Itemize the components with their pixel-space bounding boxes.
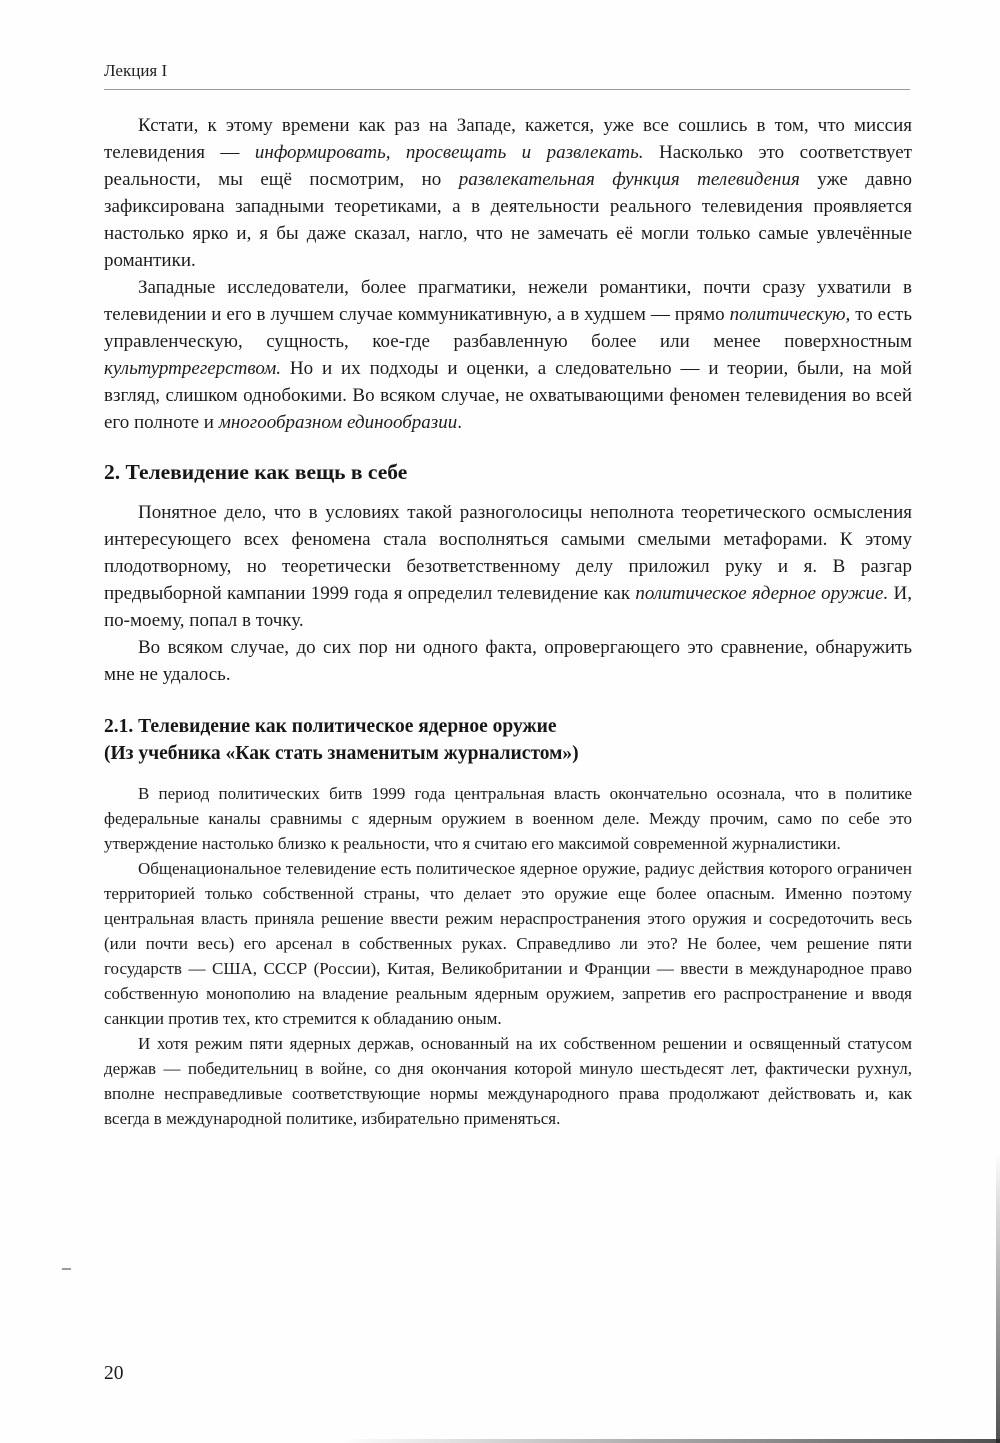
italic-text-run: культуртрегерством. (104, 358, 281, 379)
italic-text-run: политическое ядерное оружие. (635, 583, 889, 604)
section-heading: 2. Телевидение как вещь в себе (104, 460, 408, 484)
text-run: И, по-моему, попал в точку. (104, 583, 912, 631)
paragraph (104, 274, 912, 436)
text-run: Насколько это соответствует реальности, мы ещё посмотрим, но (104, 142, 912, 190)
header-rule (104, 89, 910, 90)
running-header (104, 60, 910, 90)
scan-edge-right (996, 1153, 1000, 1443)
text-run: . (457, 412, 462, 433)
italic-text-run: развлекательная функция телевидения (458, 169, 800, 190)
text-run: Общенациональное телевидение есть политическое ядерное оружие, радиус действия которого ограничен территорией только собственной страны, что делает это оружие еще более опасным. Именно поэтому центральная власть приняла решение ввести режим нераспространения этого оружия и сосредоточить весь (или почти весь) его арсенал в собственных руках. Справедливо ли это? Не более, чем решение пяти государств — США, СССР (России), Китая, Великобритании и Франции — ввести в международное право собственную монополию на владение реальным ядерным оружием, запретив его распространение и вводя санкции против тех, кто стремится к обладанию оным. (104, 859, 912, 1028)
paragraph (104, 499, 912, 634)
section-heading: 2.1. Телевидение как политическое ядерное оружие (Из учебника «Как стать знаменитым журналистом») (104, 716, 579, 764)
paragraph (104, 1031, 912, 1131)
paragraph (104, 856, 912, 1031)
text-run: Понятное дело, что в условиях такой разноголосицы неполнота теоретического осмысления интересующего всех феномена стала восполняться самыми смелыми метафорами. К этому плодотворному, но теоретически безответственному делу приложил руку и я. В разгар предвыборной кампании 1999 года я определил телевидение как (104, 502, 912, 604)
paragraph (104, 112, 912, 274)
paragraph (104, 781, 912, 856)
page-number: 20 (104, 1363, 124, 1384)
text-run: уже давно зафиксирована западными теоретиками, а в деятельности реального телевидения проявляется настолько ярко и, я бы даже сказал, нагло, что не замечать её могли только самые увлечённые романтики. (104, 169, 912, 271)
paragraph (104, 634, 912, 688)
text-run: И хотя режим пяти ядерных держав, основанный на их собственном решении и освященный статусом держав — победительниц в войне, со дня окончания которой минуло шестьдесят лет, фактически рухнул, вполне несправедливые соответствующие нормы международного права продолжают действовать и, как всегда в международной политике, избирательно применяться. (104, 1034, 912, 1128)
text-run: В период политических битв 1999 года центральная власть окончательно осознала, что в политике федеральные каналы сравнимы с ядерным оружием в военном деле. Между прочим, само по себе это утверждение настолько близко к реальности, что я считаю его максимой современной журналистики. (104, 784, 912, 853)
text-run: Кстати, к этому времени как раз на Западе, кажется, уже все сошлись в том, что миссия телевидения — (104, 115, 912, 163)
italic-text-run: информировать, просвещать и развлекать. (254, 142, 644, 163)
italic-text-run: политическую, (729, 304, 851, 325)
text-run: Но и их подходы и оценки, а следовательно — и теории, были, на мой взгляд, слишком однобокими. Во всяком случае, не охватывающими феномен телевидения во всей его полноте и (104, 358, 912, 433)
text-run: то есть управленческую, сущность, кое-где разбавленную более или менее поверхностным (104, 304, 912, 352)
scan-edge-bottom (340, 1439, 1000, 1443)
running-header-text: Лекция I (104, 61, 168, 80)
page-body (104, 112, 912, 1131)
italic-text-run: многообразном единообразии (218, 412, 458, 433)
text-run: Во всяком случае, до сих пор ни одного факта, опровергающего это сравнение, обнаружить мне не удалось. (104, 637, 912, 685)
text-run: Западные исследователи, более прагматики, нежели романтики, почти сразу ухватили в телевидении и его в лучшем случае коммуникативную, а в худшем — прямо (104, 277, 912, 325)
scan-artifact (62, 1268, 71, 1270)
